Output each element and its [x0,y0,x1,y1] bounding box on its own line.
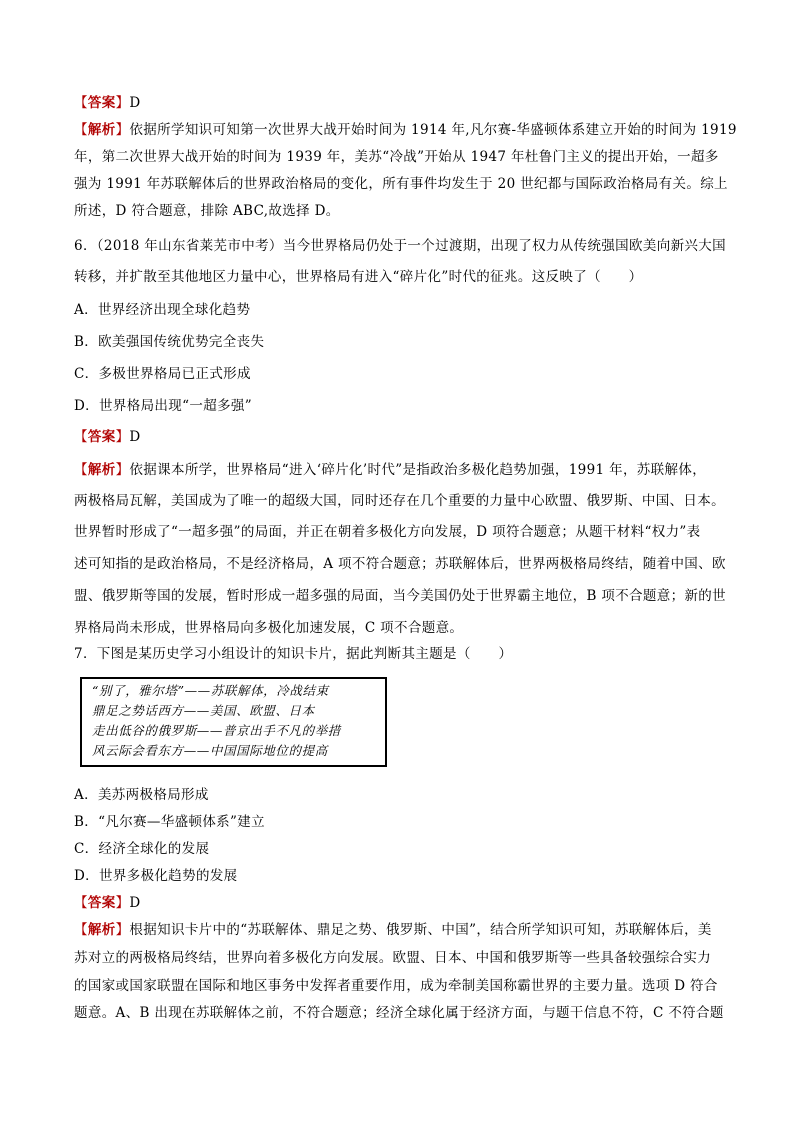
q6-option-a: A．世界经济出现全球化趋势 [74,302,251,318]
q6-analysis-line-2: 两极格局瓦解，美国成为了唯一的超级大国，同时还存在几个重要的力量中心欧盟、俄罗斯、中国、日本。 [74,493,725,509]
card-line-4: 风云际会看东方——中国国际地位的提高 [92,743,328,758]
q6-analysis-line-6: 界格局尚未形成，世界格局向多极化加速发展，C 项不合题意。 [74,620,464,636]
q5-analysis-line-3: 强为 1991 年苏联解体后的世界政治格局的变化，所有事件均发生于 20 世纪都与国际政治格局有关。综上 [74,176,728,192]
analysis-tag: 【解析】 [74,122,130,138]
q6-analysis-line-1: 【解析】依据课本所学，世界格局“进入‘碎片化’时代”是指政治多极化趋势加强，1991 年，苏联解体， [74,462,707,478]
q7-option-a: A．美苏两极格局形成 [74,787,209,803]
card-line-3: 走出低谷的俄罗斯——普京出手不凡的举措 [92,723,341,738]
q7-analysis-line-2: 苏对立的两极格局终结，世界向着多极化方向发展。欧盟、日本、中国和俄罗斯等一些具备较强综合实力 [74,950,712,966]
q6-analysis-line-5: 盟、俄罗斯等国的发展，暂时形成一超多强的局面，当今美国仍处于世界霸主地位，B 项不合题意；新的世 [74,588,727,604]
q7-option-b: B．“凡尔赛—华盛顿体系”建立 [74,814,265,830]
q5-analysis-line-2: 年，第二次世界大战开始的时间为 1939 年，美苏“冷战”开始从 1947 年杜鲁门主义的提出开始，一超多 [74,149,719,165]
q7-answer-value: D [129,895,141,911]
q6-option-b: B．欧美强国传统优势完全丧失 [74,334,265,350]
answer-tag: 【答案】 [74,429,130,445]
q5-answer [74,94,141,112]
q5-analysis-line-1: 【解析】依据所学知识可知第一次世界大战开始时间为 1914 年,凡尔赛-华盛顿体系建立开始的时间为 1919 [74,122,737,138]
q6-stem-line-2: 转移，并扩散至其他地区力量中心，世界格局有进入“碎片化”时代的征兆。这反映了（ ） [74,269,643,285]
q7-analysis-line-1: 【解析】根据知识卡片中的“苏联解体、鼎足之势、俄罗斯、中国”，结合所学知识可知，苏联解体后，美 [74,922,712,938]
analysis-tag: 【解析】 [74,462,130,478]
analysis-tag: 【解析】 [74,922,130,938]
answer-tag: 【答案】 [74,895,130,911]
q7-stem: 7．下图是某历史学习小组设计的知识卡片，据此判断其主题是（ ） [74,646,513,662]
q6-answer [74,428,141,446]
knowledge-card [80,677,387,767]
q6-answer-value: D [129,429,141,445]
card-line-1: “别了，雅尔塔”——苏联解体，冷战结束 [92,683,329,698]
q7-analysis-line-3: 的国家或国家联盟在国际和地区事务中发挥者重要作用，成为牵制美国称霸世界的主要力量。选项 D 符合 [74,978,718,994]
q5-analysis-line-4: 所述，D 符合题意，排除 ABC,故选择 D。 [74,203,340,219]
q5-answer-value: D [129,95,141,111]
q7-answer [74,894,141,912]
q6-option-c: C．多极世界格局已正式形成 [74,366,251,382]
q7-option-d: D．世界多极化趋势的发展 [74,868,238,884]
q6-stem-line-1: 6．（2018 年山东省莱芜市中考）当今世界格局仍处于一个过渡期，出现了权力从传统强国欧美向新兴大国 [74,238,726,254]
card-line-2: 鼎足之势话西方——美国、欧盟、日本 [92,703,315,718]
q6-option-d: D．世界格局出现“一超多强” [74,398,253,414]
answer-tag: 【答案】 [74,95,130,111]
q6-analysis-line-4: 述可知指的是政治格局，不是经济格局，A 项不符合题意；苏联解体后，世界两极格局终结，随着中国、欧 [74,556,726,572]
q6-analysis-line-3: 世界暂时形成了“一超多强”的局面，并正在朝着多极化方向发展，D 项符合题意；从题干材料“权力”表 [74,524,701,540]
q7-analysis-line-4: 题意。A、B 出现在苏联解体之前，不符合题意；经济全球化属于经济方面，与题干信息不符，C 不符合题 [74,1005,724,1021]
q7-option-c: C．经济全球化的发展 [74,841,210,857]
